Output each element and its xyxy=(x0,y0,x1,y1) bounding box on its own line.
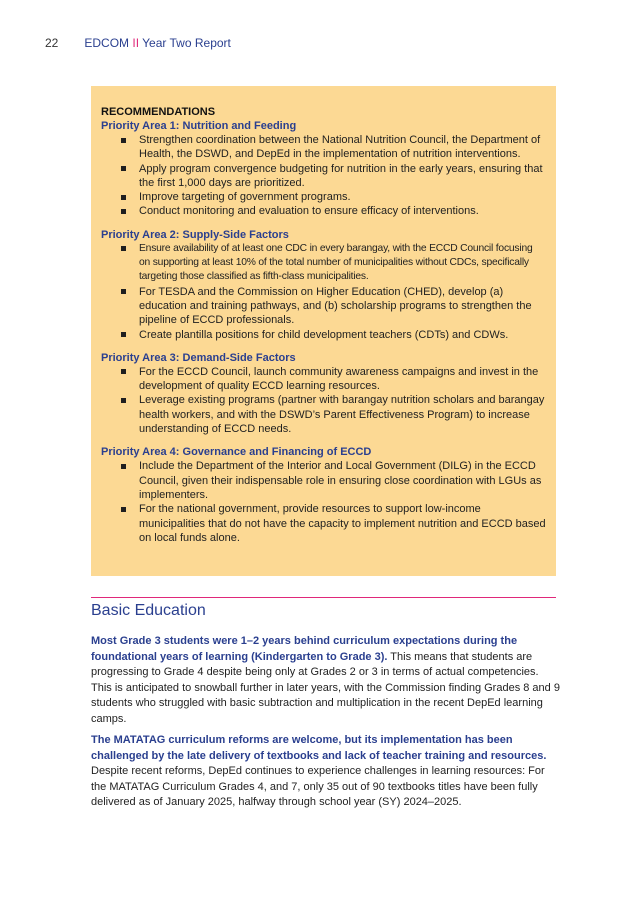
list-item: Conduct monitoring and evaluation to ensure efficacy of interventions. xyxy=(101,204,546,218)
priority-area-title: Priority Area 2: Supply-Side Factors xyxy=(101,228,289,241)
page-header xyxy=(45,36,231,50)
priority-area-title: Priority Area 4: Governance and Financing of ECCD xyxy=(101,446,372,459)
list-item: For the ECCD Council, launch community awareness campaigns and invest in the development of quality ECCD learning resources. xyxy=(101,365,546,394)
priority-area-title: Priority Area 3: Demand-Side Factors xyxy=(101,351,296,364)
report-title: EDCOM II Year Two Report xyxy=(84,36,231,50)
paragraph-lead: The MATATAG curriculum reforms are welcome, but its implementation has been challenged by the late delivery of textbooks and lack of teacher training and resources. xyxy=(91,734,547,762)
list-item: Leverage existing programs (partner with barangay nutrition scholars and barangay health workers, and with the DSWD’s Parent Effectiveness Program) to increase understanding of ECCD needs. xyxy=(101,393,546,436)
recommendations-box xyxy=(91,86,556,576)
list-item: For the national government, provide resources to support low-income municipalities that do not have the capacity to implement nutrition and ECCD based on local funds alone. xyxy=(101,502,546,545)
recommendations-title: RECOMMENDATIONS xyxy=(101,106,216,118)
priority-area-title: Priority Area 1: Nutrition and Feeding xyxy=(101,120,297,132)
priority-area-4 xyxy=(101,445,546,545)
priority-area-3 xyxy=(101,351,546,436)
list-item: Apply program convergence budgeting for nutrition in the early years, ensuring that the first 1,000 days are prioritized. xyxy=(101,162,546,191)
section-title: Basic Education xyxy=(91,602,206,619)
paragraph xyxy=(91,634,561,727)
list-item: For TESDA and the Commission on Higher Education (CHED), develop (a) education and training pathways, and (b) scholarship programs to strengthen the pipeline of ECCD professionals. xyxy=(101,285,546,328)
priority-area-1 xyxy=(101,119,546,219)
paragraph-lead: Most Grade 3 students were 1–2 years behind curriculum expectations during the foundational years of learning (Kindergarten to Grade 3). xyxy=(91,635,518,663)
list-item: Strengthen coordination between the National Nutrition Council, the Department of Health, the DSWD, and DepEd in the implementation of nutrition interventions. xyxy=(101,133,546,162)
page-number: 22 xyxy=(45,36,59,50)
priority-area-2 xyxy=(101,228,546,342)
list-item: Ensure availability of at least one CDC in every barangay, with the ECCD Council focusing on supporting at least 10% of the total number of municipalities without CDCs, specifically targeting those classified as fifth-class municipalities. xyxy=(101,242,546,285)
paragraph-text: Despite recent reforms, DepEd continues to experience challenges in learning resources: For the MATATAG Curriculum Grades 4, and 7, only 35 out of 90 textbooks titles have been fully delivered as of January 2025, halfway through school year (SY) 2024–2025. xyxy=(91,765,545,808)
list-item: Include the Department of the Interior and Local Government (DILG) in the ECCD Council, given their indispensable role in ensuring close coordination with LGUs as implementers. xyxy=(101,459,546,502)
list-item: Improve targeting of government programs. xyxy=(101,190,546,204)
paragraph-text: This means that students are progressing to Grade 4 despite being only at Grades 2 or 3 in terms of actual competencies. This is anticipated to snowball further in later years, with the Commission finding Grades 8 and 9 students who struggled with basic subtraction and multiplication in the recent DepEd learning camps. xyxy=(91,650,560,725)
section-divider xyxy=(91,597,556,598)
paragraph xyxy=(91,733,561,811)
list-item: Create plantilla positions for child development teachers (CDTs) and CDWs. xyxy=(101,328,546,342)
